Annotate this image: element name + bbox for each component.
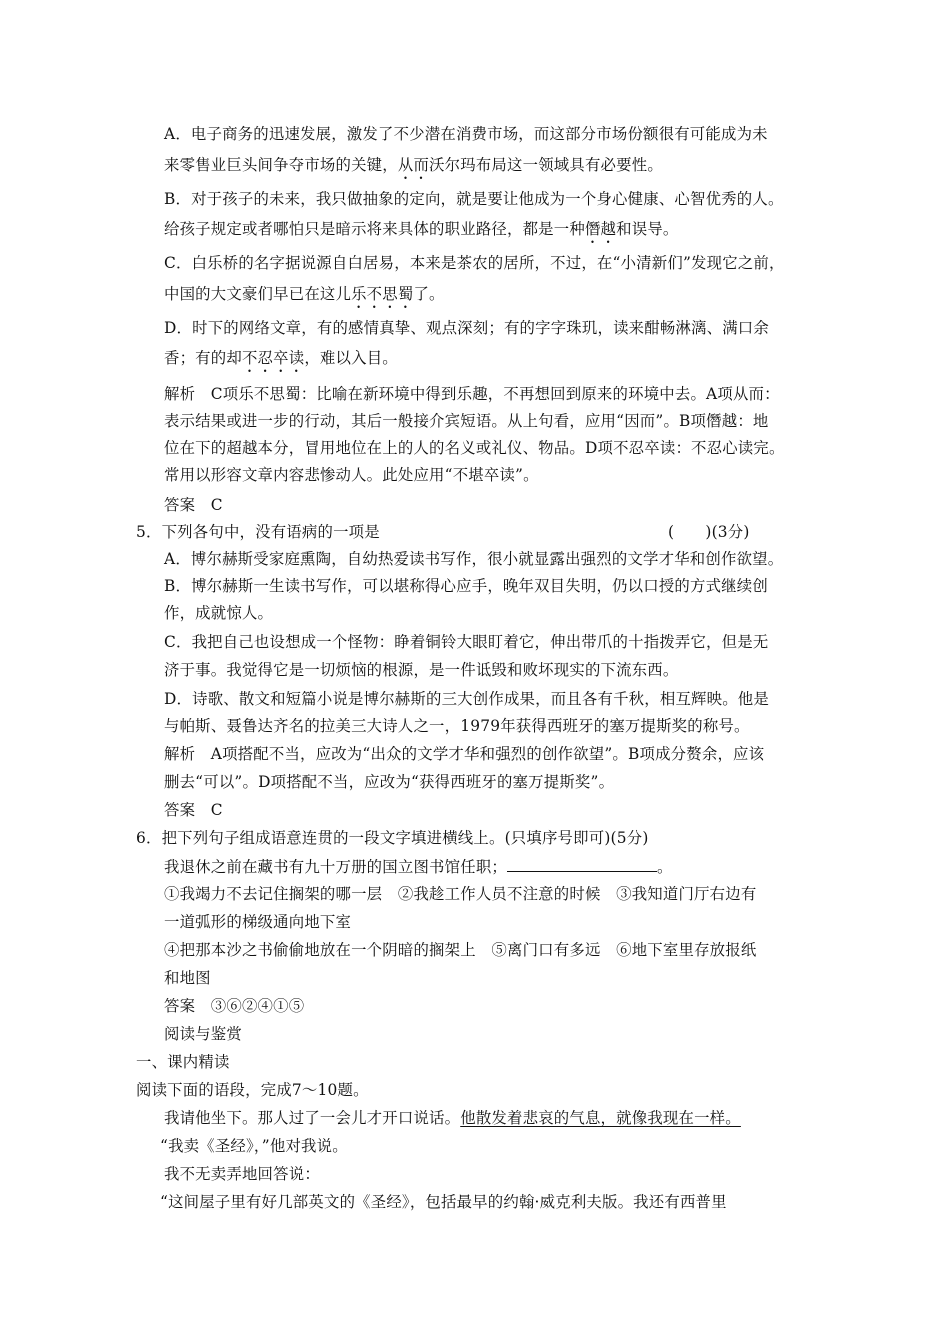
dotted-word: 从而: [397, 156, 430, 174]
q5-analysis-line1: 解析 A项搭配不当，应改为“出众的文学才华和强烈的创作欲望”。B项成分赘余，应该: [164, 745, 765, 763]
q5-option-c-line2: 济于事。我觉得它是一切烦恼的根源，是一件诋毁和败坏现实的下流东西。: [164, 661, 679, 679]
dotted-word: 乐不思蜀: [351, 285, 414, 303]
q5-option-b-line2: 作，成就惊人。: [164, 604, 274, 622]
passage-paragraph-1: [164, 1108, 741, 1128]
text-span: 。: [657, 858, 673, 876]
text-span: 了。: [413, 285, 445, 303]
reading-instruction: 阅读下面的语段，完成7～10题。: [136, 1081, 369, 1099]
q4-option-b-line2: [164, 219, 679, 247]
q4-answer: 答案 C: [164, 496, 223, 514]
dotted-word: 僭越: [584, 220, 617, 238]
q5-stem: 5．下列各句中，没有语病的一项是: [136, 523, 380, 541]
text-span: 和误导。: [616, 220, 679, 238]
q4-option-a-line1: A．电子商务的迅速发展，激发了不少潜在消费市场，而这部分市场份额很有可能成为未: [164, 125, 768, 143]
q6-answer: 答案 ③⑥②④①⑤: [164, 997, 305, 1015]
text-span: 我请他坐下。那人过了一会儿才开口说话。: [164, 1109, 461, 1127]
section-heading: 阅读与鉴赏: [164, 1025, 242, 1043]
q4-analysis-line4: 常用以形容文章内容悲惨动人。此处应用“不堪卒读”。: [164, 466, 539, 484]
q5-option-a: A．博尔赫斯受家庭熏陶，自幼热爱读书写作，很小就显露出强烈的文学才华和创作欲望。: [164, 550, 784, 568]
text-span: 沃尔玛布局这一领域具有必要性。: [429, 156, 663, 174]
text-span: 我退休之前在藏书有九十万册的国立图书馆任职；: [164, 858, 507, 876]
q6-stem: 6．把下列句子组成语意连贯的一段文字填进横线上。(只填序号即可)(5分): [136, 829, 649, 847]
q4-option-b-line1: B．对于孩子的未来，我只做抽象的定向，就是要让他成为一个身心健康、心智优秀的人。: [164, 190, 784, 208]
passage-paragraph-3: 我不无卖弄地回答说：: [164, 1165, 320, 1183]
q5-option-d-line2: 与帕斯、聂鲁达齐名的拉美三大诗人之一，1979年获得西班牙的塞万提斯奖的称号。: [164, 717, 750, 735]
q5-option-b-line1: B．博尔赫斯一生读书写作，可以堪称得心应手，晚年双目失明，仍以口授的方式继续创: [164, 577, 768, 595]
q5-option-c-line1: C．我把自己也设想成一个怪物：睁着铜铃大眼盯着它，伸出带爪的十指拨弄它，但是无: [164, 633, 769, 651]
q4-option-c-line2: [164, 284, 445, 312]
text-span: 来零售业巨头间争夺市场的关键，: [164, 156, 398, 174]
q5-score: ( )(3分): [668, 523, 750, 541]
q4-analysis-line3: 位在下的超越本分，冒用地位在上的人的名义或礼仪、物品。D项不忍卒读：不忍心读完。: [164, 439, 785, 457]
text-span: ，难以入目。: [304, 349, 398, 367]
q6-options-line3: ④把那本沙之书偷偷地放在一个阴暗的搁架上 ⑤离门口有多远 ⑥地下室里存放报纸: [164, 941, 757, 959]
q4-option-c-line1: C．白乐桥的名字据说源自白居易，本来是茶农的居所，不过，在“小清新们”发现它之前，: [164, 254, 785, 272]
q4-option-a-line2: [164, 155, 663, 183]
q6-options-line2: 一道弧形的梯级通向地下室: [164, 913, 352, 931]
q4-analysis-line2: 表示结果或进一步的行动，其后一般接介宾短语。从上句看，应用“因而”。B项僭越：地: [164, 412, 769, 430]
dotted-word: 不忍卒读: [241, 349, 305, 367]
q6-options-line1: ①我竭力不去记住搁架的哪一层 ②我趁工作人员不注意的时候 ③我知道门厅右边有: [164, 885, 757, 903]
q4-analysis-line1: 解析 C项乐不思蜀：比喻在新环境中得到乐趣，不再想回到原来的环境中去。A项从而：: [164, 385, 780, 403]
q5-analysis-line2: 删去“可以”。D项搭配不当，应改为“获得西班牙的塞万提斯奖”。: [164, 773, 615, 791]
q4-option-d-line2: [164, 348, 398, 376]
underlined-sentence: 他散发着悲哀的气息，就像我现在一样。: [460, 1109, 741, 1127]
q6-options-line4: 和地图: [164, 969, 211, 987]
text-span: 给孩子规定或者哪怕只是暗示将来具体的职业路径，都是一种: [164, 220, 585, 238]
passage-paragraph-4: “这间屋子里有好几部英文的《圣经》，包括最早的约翰·威克利夫版。我还有西普里: [160, 1193, 727, 1211]
text-span: 香；有的却: [164, 349, 242, 367]
q5-answer: 答案 C: [164, 801, 223, 819]
q4-option-d-line1: D．时下的网络文章，有的感情真挚、观点深刻；有的字字珠玑，读来酣畅淋漓、满口余: [164, 319, 769, 337]
q6-lead-sentence: [164, 856, 673, 877]
passage-paragraph-2: “我卖《圣经》，”他对我说。: [160, 1137, 348, 1155]
answer-blank: [507, 856, 657, 872]
q5-option-d-line1: D．诗歌、散文和短篇小说是博尔赫斯的三大创作成果，而且各有千秋，相互辉映。他是: [164, 690, 769, 708]
part-heading: 一、课内精读: [136, 1053, 230, 1071]
text-span: 中国的大文豪们早已在这儿: [164, 285, 352, 303]
